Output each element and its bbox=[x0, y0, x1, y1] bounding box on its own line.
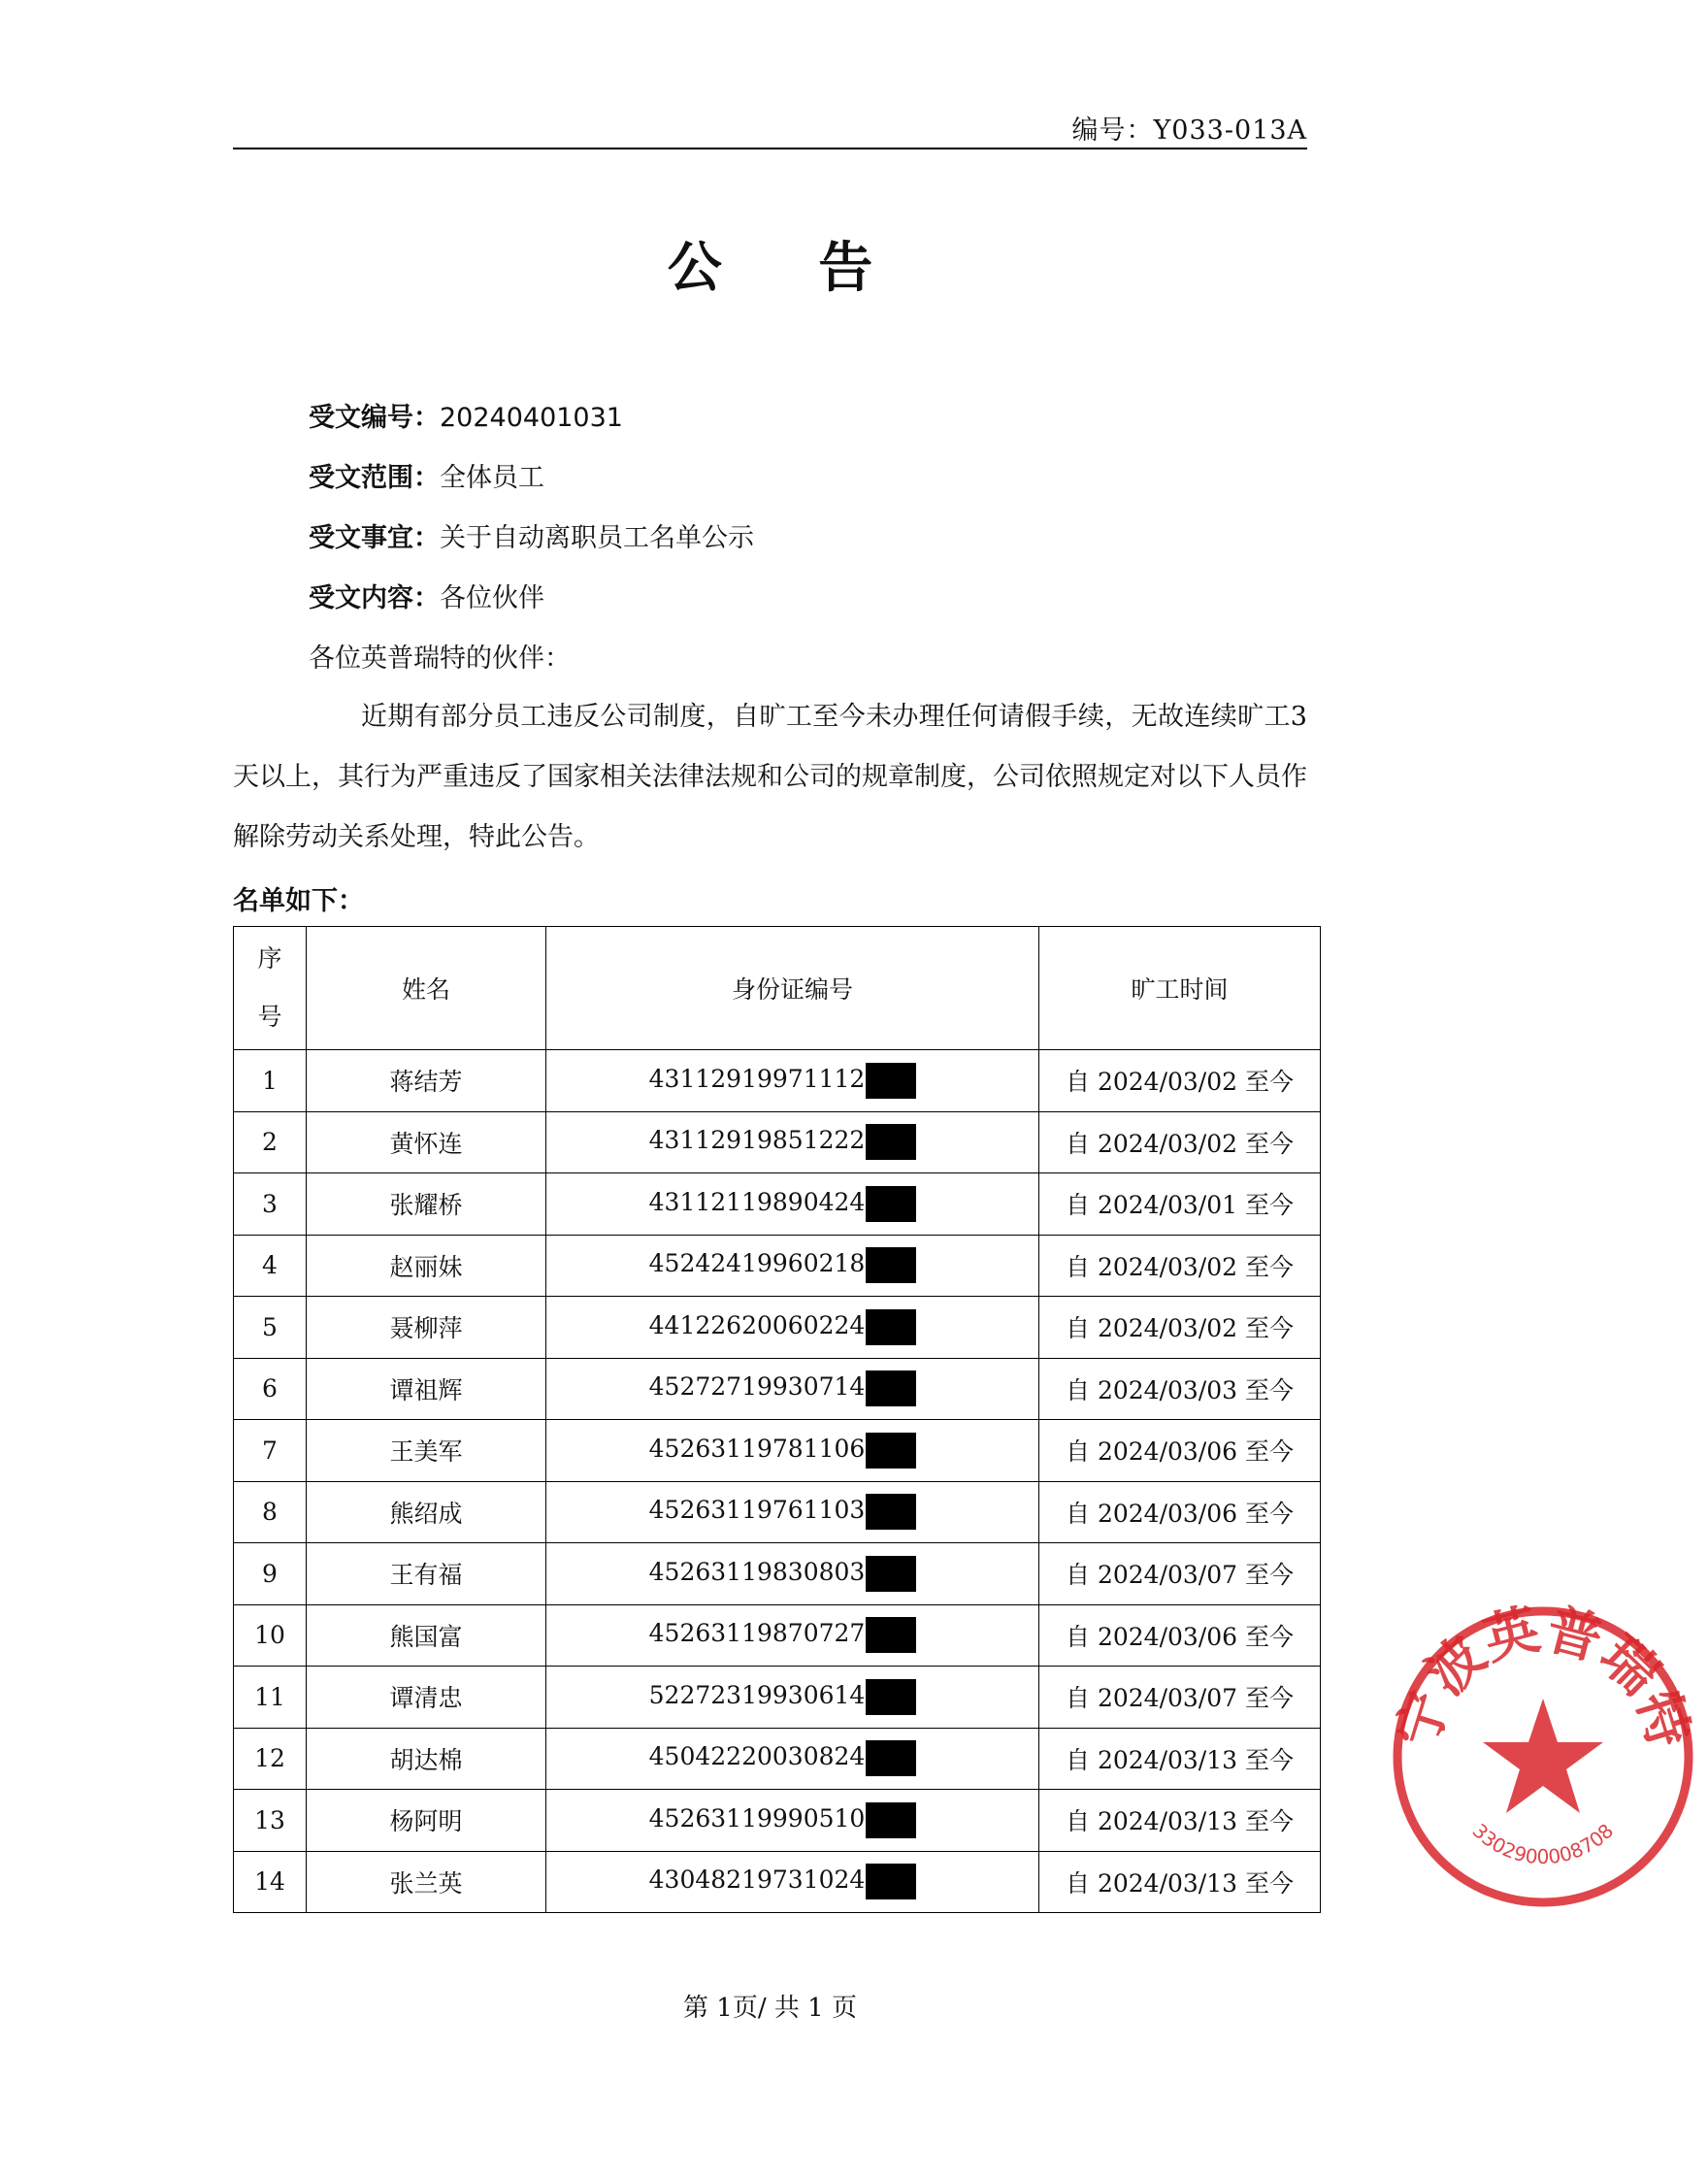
redaction-block bbox=[866, 1063, 916, 1099]
table-row bbox=[234, 1050, 1321, 1112]
redaction-block bbox=[866, 1124, 916, 1160]
greeting: 各位英普瑞特的伙伴： bbox=[309, 644, 571, 674]
row-id bbox=[546, 1543, 1039, 1605]
row-id bbox=[546, 1481, 1039, 1543]
row-absent-time: 自 2024/03/13 至今 bbox=[1039, 1728, 1321, 1790]
row-absent-time: 自 2024/03/02 至今 bbox=[1039, 1235, 1321, 1297]
redaction-block bbox=[866, 1556, 916, 1592]
redaction-block bbox=[866, 1309, 916, 1345]
row-name: 张耀桥 bbox=[307, 1173, 546, 1236]
meta-value: 20240401031 bbox=[440, 403, 623, 433]
header-name: 姓名 bbox=[307, 927, 546, 1050]
header-absent: 旷工时间 bbox=[1039, 927, 1321, 1050]
redaction-block bbox=[866, 1802, 916, 1838]
row-id bbox=[546, 1420, 1039, 1482]
meta-doc-number bbox=[309, 396, 623, 434]
table-row bbox=[234, 1420, 1321, 1482]
meta-subject bbox=[309, 516, 754, 554]
row-id bbox=[546, 1358, 1039, 1420]
id-number: 43048219731024 bbox=[648, 1865, 866, 1895]
meta-value: 关于自动离职员工名单公示 bbox=[440, 523, 754, 553]
body-paragraph bbox=[233, 687, 1307, 868]
table-row bbox=[234, 1543, 1321, 1605]
table-row bbox=[234, 1358, 1321, 1420]
meta-label: 受文事宜： bbox=[309, 523, 440, 553]
row-name: 蒋结芳 bbox=[307, 1050, 546, 1112]
page-title: 公 告 bbox=[667, 236, 912, 300]
row-seq: 12 bbox=[234, 1728, 307, 1790]
row-id bbox=[546, 1728, 1039, 1790]
table-row bbox=[234, 1235, 1321, 1297]
row-seq: 3 bbox=[234, 1173, 307, 1236]
row-absent-time: 自 2024/03/02 至今 bbox=[1039, 1050, 1321, 1112]
row-absent-time: 自 2024/03/02 至今 bbox=[1039, 1111, 1321, 1173]
meta-value: 各位伙伴 bbox=[440, 583, 544, 613]
row-seq: 6 bbox=[234, 1358, 307, 1420]
redaction-block bbox=[866, 1617, 916, 1653]
header-seq-label: 序 号 bbox=[257, 944, 282, 1031]
row-seq: 9 bbox=[234, 1543, 307, 1605]
table-row bbox=[234, 1481, 1321, 1543]
header-id: 身份证编号 bbox=[546, 927, 1039, 1050]
row-id bbox=[546, 1173, 1039, 1236]
id-number: 45263119990510 bbox=[648, 1803, 866, 1832]
row-absent-time: 自 2024/03/13 至今 bbox=[1039, 1851, 1321, 1913]
row-absent-time: 自 2024/03/07 至今 bbox=[1039, 1667, 1321, 1729]
list-label: 名单如下： bbox=[233, 886, 364, 916]
table-row bbox=[234, 1604, 1321, 1667]
table-row bbox=[234, 1173, 1321, 1236]
redaction-block bbox=[866, 1740, 916, 1776]
id-number: 45263119761103 bbox=[648, 1496, 866, 1525]
body-text: 近期有部分员工违反公司制度，自旷工至今未办理任何请假手续，无故连续旷工3天以上，其行为严重违反了国家相关法律法规和公司的规章制度，公司依照规定对以下人员作解除劳动关系处理，特此公告。 bbox=[233, 702, 1307, 852]
row-seq: 11 bbox=[234, 1667, 307, 1729]
id-number: 45242419960218 bbox=[648, 1249, 866, 1278]
meta-value: 全体员工 bbox=[440, 463, 544, 493]
redaction-block bbox=[866, 1864, 916, 1899]
row-name: 熊国富 bbox=[307, 1604, 546, 1667]
row-seq: 7 bbox=[234, 1420, 307, 1482]
seal-number: 3302900008708 bbox=[1467, 1819, 1619, 1869]
table-row bbox=[234, 1111, 1321, 1173]
document-number: 编号：Y033-013A bbox=[1071, 116, 1307, 146]
id-number: 43112919851222 bbox=[648, 1126, 866, 1155]
row-id bbox=[546, 1790, 1039, 1852]
row-name: 赵丽妹 bbox=[307, 1235, 546, 1297]
meta-label: 受文编号： bbox=[309, 403, 440, 433]
id-number: 45272719930714 bbox=[648, 1372, 866, 1402]
id-number: 45042220030824 bbox=[648, 1742, 866, 1771]
id-number: 43112919971112 bbox=[648, 1064, 866, 1093]
row-seq: 2 bbox=[234, 1111, 307, 1173]
id-number: 45263119781106 bbox=[648, 1434, 866, 1463]
meta-label: 受文内容： bbox=[309, 583, 440, 613]
row-name: 杨阿明 bbox=[307, 1790, 546, 1852]
row-seq: 8 bbox=[234, 1481, 307, 1543]
row-id bbox=[546, 1851, 1039, 1913]
row-id bbox=[546, 1050, 1039, 1112]
row-name: 王美军 bbox=[307, 1420, 546, 1482]
row-id bbox=[546, 1297, 1039, 1359]
table-row bbox=[234, 1851, 1321, 1913]
row-name: 黄怀连 bbox=[307, 1111, 546, 1173]
redaction-block bbox=[866, 1679, 916, 1715]
row-seq: 14 bbox=[234, 1851, 307, 1913]
redaction-block bbox=[866, 1247, 916, 1283]
seal-text: 宁波英普瑞特 bbox=[1385, 1598, 1701, 1755]
table-row bbox=[234, 1667, 1321, 1729]
row-name: 王有福 bbox=[307, 1543, 546, 1605]
id-number: 52272319930614 bbox=[648, 1680, 866, 1709]
id-number: 44122620060224 bbox=[648, 1310, 866, 1339]
id-number: 45263119870727 bbox=[648, 1619, 866, 1648]
row-absent-time: 自 2024/03/01 至今 bbox=[1039, 1173, 1321, 1236]
row-id bbox=[546, 1235, 1039, 1297]
row-absent-time: 自 2024/03/02 至今 bbox=[1039, 1297, 1321, 1359]
row-seq: 5 bbox=[234, 1297, 307, 1359]
meta-label: 受文范围： bbox=[309, 463, 440, 493]
id-number: 43112119890424 bbox=[648, 1187, 866, 1216]
id-number: 45263119830803 bbox=[648, 1557, 866, 1586]
row-seq: 10 bbox=[234, 1604, 307, 1667]
row-seq: 13 bbox=[234, 1790, 307, 1852]
row-id bbox=[546, 1667, 1039, 1729]
row-name: 熊绍成 bbox=[307, 1481, 546, 1543]
redaction-block bbox=[866, 1494, 916, 1530]
redaction-block bbox=[866, 1433, 916, 1469]
row-absent-time: 自 2024/03/06 至今 bbox=[1039, 1420, 1321, 1482]
table-row bbox=[234, 1728, 1321, 1790]
row-absent-time: 自 2024/03/13 至今 bbox=[1039, 1790, 1321, 1852]
row-absent-time: 自 2024/03/06 至今 bbox=[1039, 1604, 1321, 1667]
row-id bbox=[546, 1111, 1039, 1173]
row-name: 胡达棉 bbox=[307, 1728, 546, 1790]
company-seal bbox=[1378, 1592, 1708, 1922]
seal-star-icon bbox=[1483, 1699, 1603, 1813]
table-row bbox=[234, 1790, 1321, 1852]
row-name: 聂柳萍 bbox=[307, 1297, 546, 1359]
header-seq bbox=[234, 927, 307, 1050]
row-seq: 4 bbox=[234, 1235, 307, 1297]
table-header-row bbox=[234, 927, 1321, 1050]
header-rule bbox=[233, 148, 1307, 149]
meta-scope bbox=[309, 456, 544, 494]
dismissal-table bbox=[233, 926, 1321, 1913]
row-name: 谭祖辉 bbox=[307, 1358, 546, 1420]
row-absent-time: 自 2024/03/07 至今 bbox=[1039, 1543, 1321, 1605]
row-name: 张兰英 bbox=[307, 1851, 546, 1913]
row-absent-time: 自 2024/03/03 至今 bbox=[1039, 1358, 1321, 1420]
row-absent-time: 自 2024/03/06 至今 bbox=[1039, 1481, 1321, 1543]
page-footer: 第 1页/ 共 1 页 bbox=[683, 1994, 857, 2023]
meta-content bbox=[309, 577, 544, 614]
table-row bbox=[234, 1297, 1321, 1359]
redaction-block bbox=[866, 1186, 916, 1222]
row-id bbox=[546, 1604, 1039, 1667]
row-seq: 1 bbox=[234, 1050, 307, 1112]
row-name: 谭清忠 bbox=[307, 1667, 546, 1729]
redaction-block bbox=[866, 1370, 916, 1406]
